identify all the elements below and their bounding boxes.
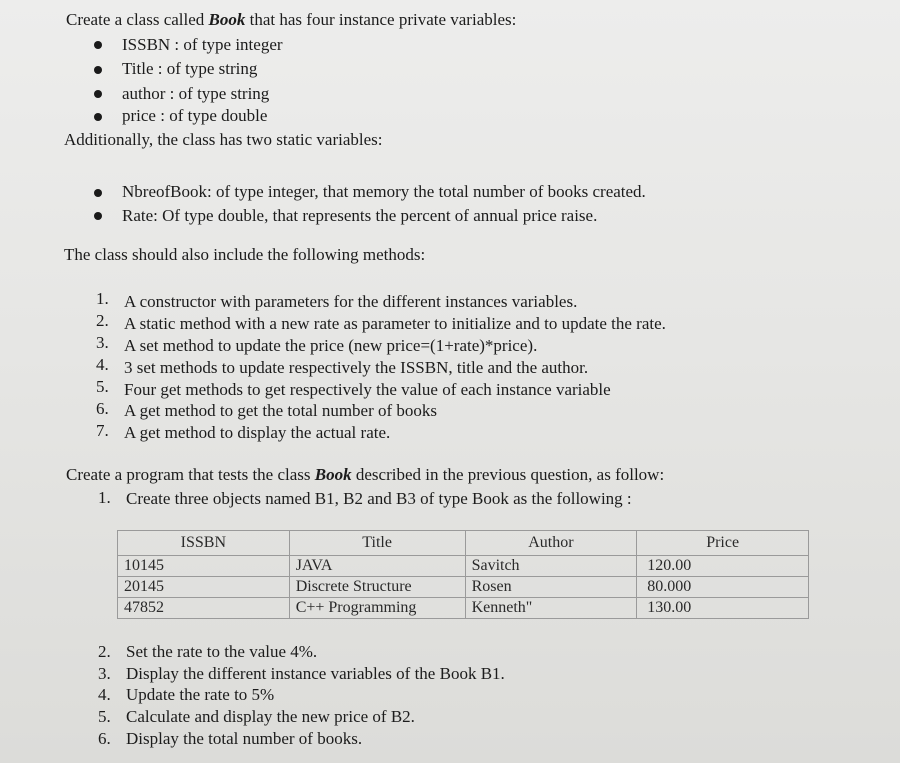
bullet-icon [94,90,102,98]
step-number: 3. [98,664,111,683]
step-item: Create three objects named B1, B2 and B3 of type Book as the following : [126,489,632,508]
method-item: A set method to update the price (new price=(1+rate)*price). [124,336,538,355]
step-item: Display the total number of books. [126,729,363,748]
static-var-item: NbreofBook: of type integer, that memory the total number of books created. [122,182,646,201]
method-number: 5. [96,377,109,396]
cell-title: JAVA [289,556,465,577]
cell-issbn: 20145 [118,577,290,598]
instance-var-item: price : of type double [122,106,268,125]
intro-classname: Book [208,10,246,29]
method-item: A get method to get the total number of books [124,401,438,420]
method-number: 4. [96,355,109,374]
cell-title: C++ Programming [289,598,465,619]
step-number: 6. [98,729,111,748]
table-row [118,598,809,619]
cell-author: Rosen [465,577,637,598]
step-number: 2. [98,642,111,661]
step-number: 1. [98,488,111,507]
books-table [117,530,809,619]
program-intro-suffix: described in the previous question, as follow: [351,465,665,484]
step-number: 5. [98,707,111,726]
intro-prefix: Create a class called [66,10,209,29]
cell-author: Kenneth" [465,598,637,619]
table-header-row [118,531,809,556]
program-intro [66,465,664,485]
method-item: 3 set methods to update respectively the ISSBN, title and the author. [124,358,589,377]
bullet-icon [94,113,102,121]
static-intro: Additionally, the class has two static variables: [64,130,383,149]
instance-var-item: author : of type string [122,84,270,103]
intro-suffix: that has four instance private variables: [245,10,517,29]
header-price: Price [637,531,809,556]
static-var-item: Rate: Of type double, that represents the percent of annual price raise. [122,206,598,225]
bullet-icon [94,189,102,197]
methods-intro: The class should also include the following methods: [64,245,426,264]
step-item: Set the rate to the value 4%. [126,642,318,661]
instance-var-item: Title : of type string [122,59,258,78]
program-intro-classname: Book [314,465,352,484]
header-title: Title [289,531,465,556]
header-author: Author [465,531,637,556]
intro-line [66,10,516,30]
table-row [118,577,809,598]
bullet-icon [94,212,102,220]
header-issbn: ISSBN [118,531,290,556]
method-item: A get method to display the actual rate. [124,423,391,442]
cell-issbn: 10145 [118,556,290,577]
method-number: 2. [96,311,109,330]
method-number: 7. [96,421,109,440]
cell-author: Savitch [465,556,637,577]
bullet-icon [94,66,102,74]
step-number: 4. [98,685,111,704]
step-item: Display the different instance variables of the Book B1. [126,664,505,683]
table-row [118,556,809,577]
program-intro-prefix: Create a program that tests the class [66,465,315,484]
step-item: Calculate and display the new price of B2. [126,707,415,726]
cell-price: 80.000 [637,577,809,598]
method-item: A constructor with parameters for the different instances variables. [124,292,578,311]
method-item: A static method with a new rate as parameter to initialize and to update the rate. [124,314,666,333]
method-item: Four get methods to get respectively the value of each instance variable [124,380,611,399]
cell-issbn: 47852 [118,598,290,619]
cell-price: 120.00 [637,556,809,577]
method-number: 6. [96,399,109,418]
bullet-icon [94,41,102,49]
step-item: Update the rate to 5% [126,685,275,704]
method-number: 1. [96,289,109,308]
instance-var-item: ISSBN : of type integer [122,35,283,54]
cell-title: Discrete Structure [289,577,465,598]
cell-price: 130.00 [637,598,809,619]
method-number: 3. [96,333,109,352]
